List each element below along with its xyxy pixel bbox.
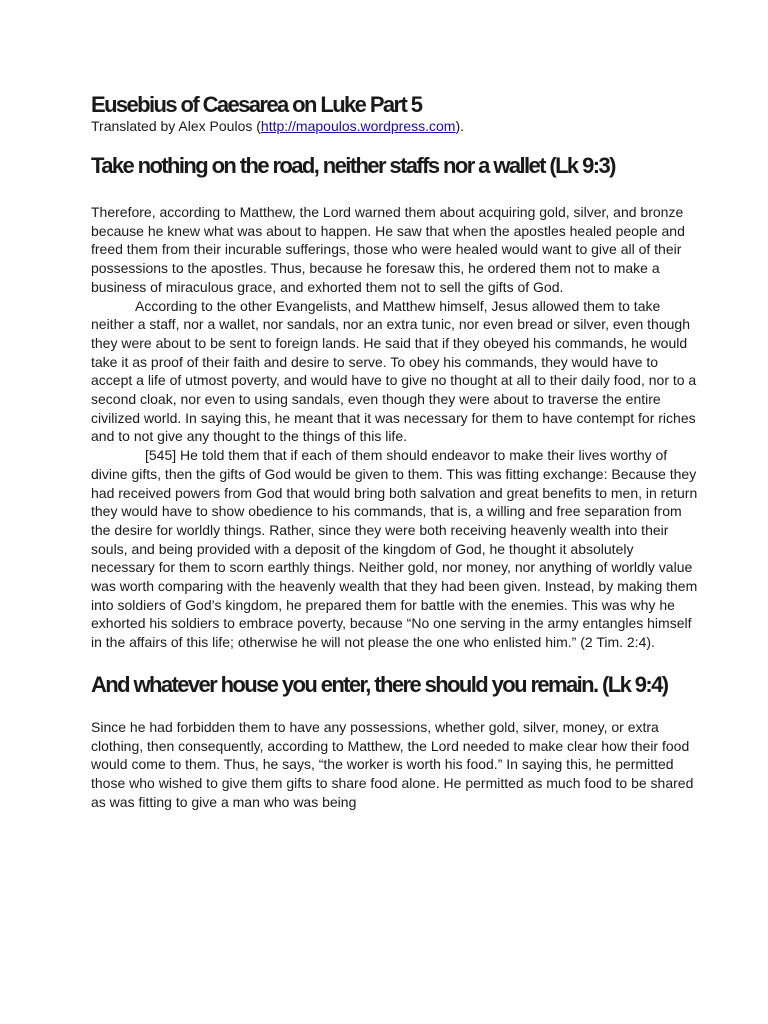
translator-credit: [91, 118, 698, 135]
paragraph: According to the other Evangelists, and Matthew himself, Jesus allowed them to take neither a staff, nor a wallet, nor sandals, nor an extra tunic, nor even bread or silver, even though they were about to be sent to foreign lands. He said that if they obeyed his commands, he would take it as proof of their faith and desire to serve. To obey his commands, they would have to accept a life of utmost poverty, and would have to give no thought at all to their daily food, nor to a second cloak, nor even to using sandals, even though they were about to traverse the entire civilized world. In saying this, he meant that it was necessary for them to have contempt for riches and to not give any thought to the things of this life.: [91, 297, 697, 445]
paragraph: Therefore, according to Matthew, the Lord warned them about acquiring gold, silver, and bronze because he knew what was about to happen. He saw that when the apostles healed people and freed them from their incurable sufferings, those who were healed would want to give all of their possessions to the apostles. Thus, because he foresaw this, he ordered them not to make a business of miraculous grace, and exhorted them not to sell the gifts of God.: [91, 204, 685, 295]
translator-prefix: Translated by Alex Poulos (: [91, 118, 261, 134]
paragraph: Since he had forbidden them to have any possessions, whether gold, silver, money, or extra clothing, then consequently, according to Matthew, the Lord needed to make clear how their food would come to them. Thus, he says, “the worker is worth his food.” In saying this, he permitted those who wished to give them gifts to share food alone. He permitted as much food to be shared as was fitting to give a man who was being: [91, 718, 694, 810]
section-body: [91, 718, 698, 812]
translator-link[interactable]: http://mapoulos.wordpress.com: [260, 118, 456, 134]
section-body: [91, 203, 698, 652]
section-heading: And whatever house you enter, there should you remain. (Lk 9:4): [91, 671, 668, 697]
translator-suffix: ).: [455, 118, 464, 134]
document-title: Eusebius of Caesarea on Luke Part 5: [91, 92, 422, 117]
section-heading: Take nothing on the road, neither staffs nor a wallet (Lk 9:3): [91, 153, 615, 178]
paragraph: [545] He told them that if each of them should endeavor to make their lives worthy of divine gifts, then the gifts of God would be given to them. This was fitting exchange: Because they had received powers from God that would bring both salvation and great benefits to men, in return they would have to show obedience to his commands, that is, a willing and free separation from the desire for worldly things. Rather, since they were both receiving heavenly wealth into their souls, and being provided with a deposit of the kingdom of God, he thought it absolutely necessary for them to scorn earthly things. Neither gold, nor money, nor anything of worldly value was worth comparing with the heavenly wealth that they had been given. Instead, by making them into soldiers of God’s kingdom, he prepared them for battle with the enemies. This was why he exhorted his soldiers to embrace poverty, because “No one serving in the army entangles himself in the affairs of this life; otherwise he will not please the one who enlisted him.” (2 Tim. 2:4).: [91, 447, 698, 651]
